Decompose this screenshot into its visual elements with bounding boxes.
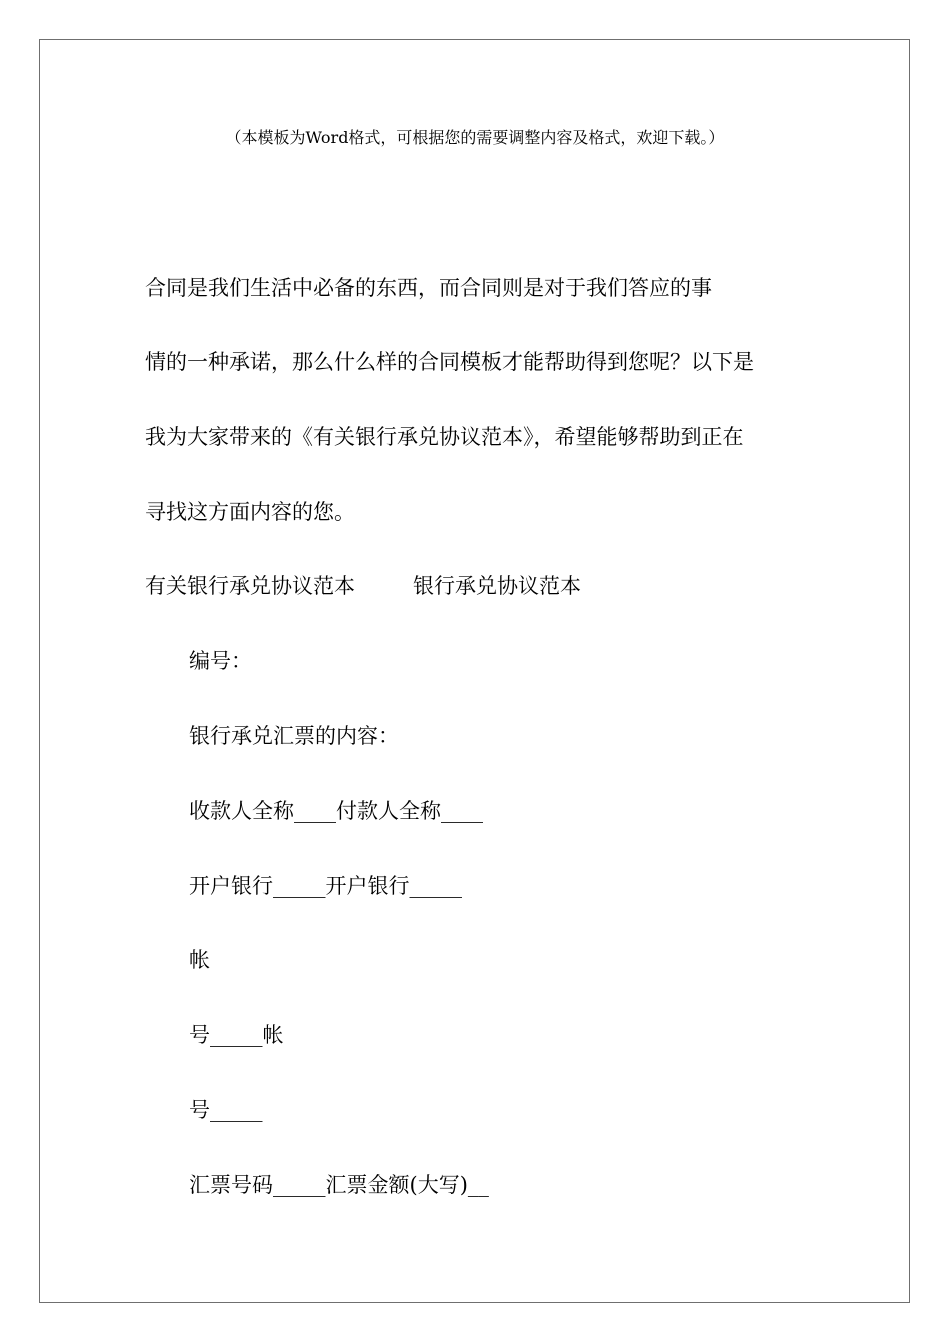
intro-line-2: 情的一种承诺，那么什么样的合同模板才能帮助得到您呢？以下是 [145, 350, 754, 374]
account-line-3: 号_____ [189, 1098, 263, 1122]
template-note: （本模板为Word格式，可根据您的需要调整内容及格式，欢迎下载。） [225, 128, 725, 147]
bank-line: 开户银行_____开户银行_____ [189, 874, 462, 898]
draft-content-heading: 银行承兑汇票的内容： [189, 724, 399, 748]
serial-number-label: 编号： [189, 649, 252, 673]
intro-line-4: 寻找这方面内容的您。 [145, 500, 355, 524]
document-subtitle: 银行承兑协议范本 [413, 574, 581, 598]
account-line-2: 号_____帐 [189, 1023, 284, 1047]
draft-number-amount-line: 汇票号码_____汇票金额(大写)__ [189, 1173, 489, 1197]
payee-payer-name-line: 收款人全称____付款人全称____ [189, 799, 483, 823]
page-border [39, 39, 910, 1303]
account-line-1: 帐 [189, 948, 210, 972]
intro-line-1: 合同是我们生活中必备的东西，而合同则是对于我们答应的事 [145, 276, 712, 300]
intro-line-3: 我为大家带来的《有关银行承兑协议范本》，希望能够帮助到正在 [145, 425, 744, 449]
document-title: 有关银行承兑协议范本 [145, 574, 355, 598]
